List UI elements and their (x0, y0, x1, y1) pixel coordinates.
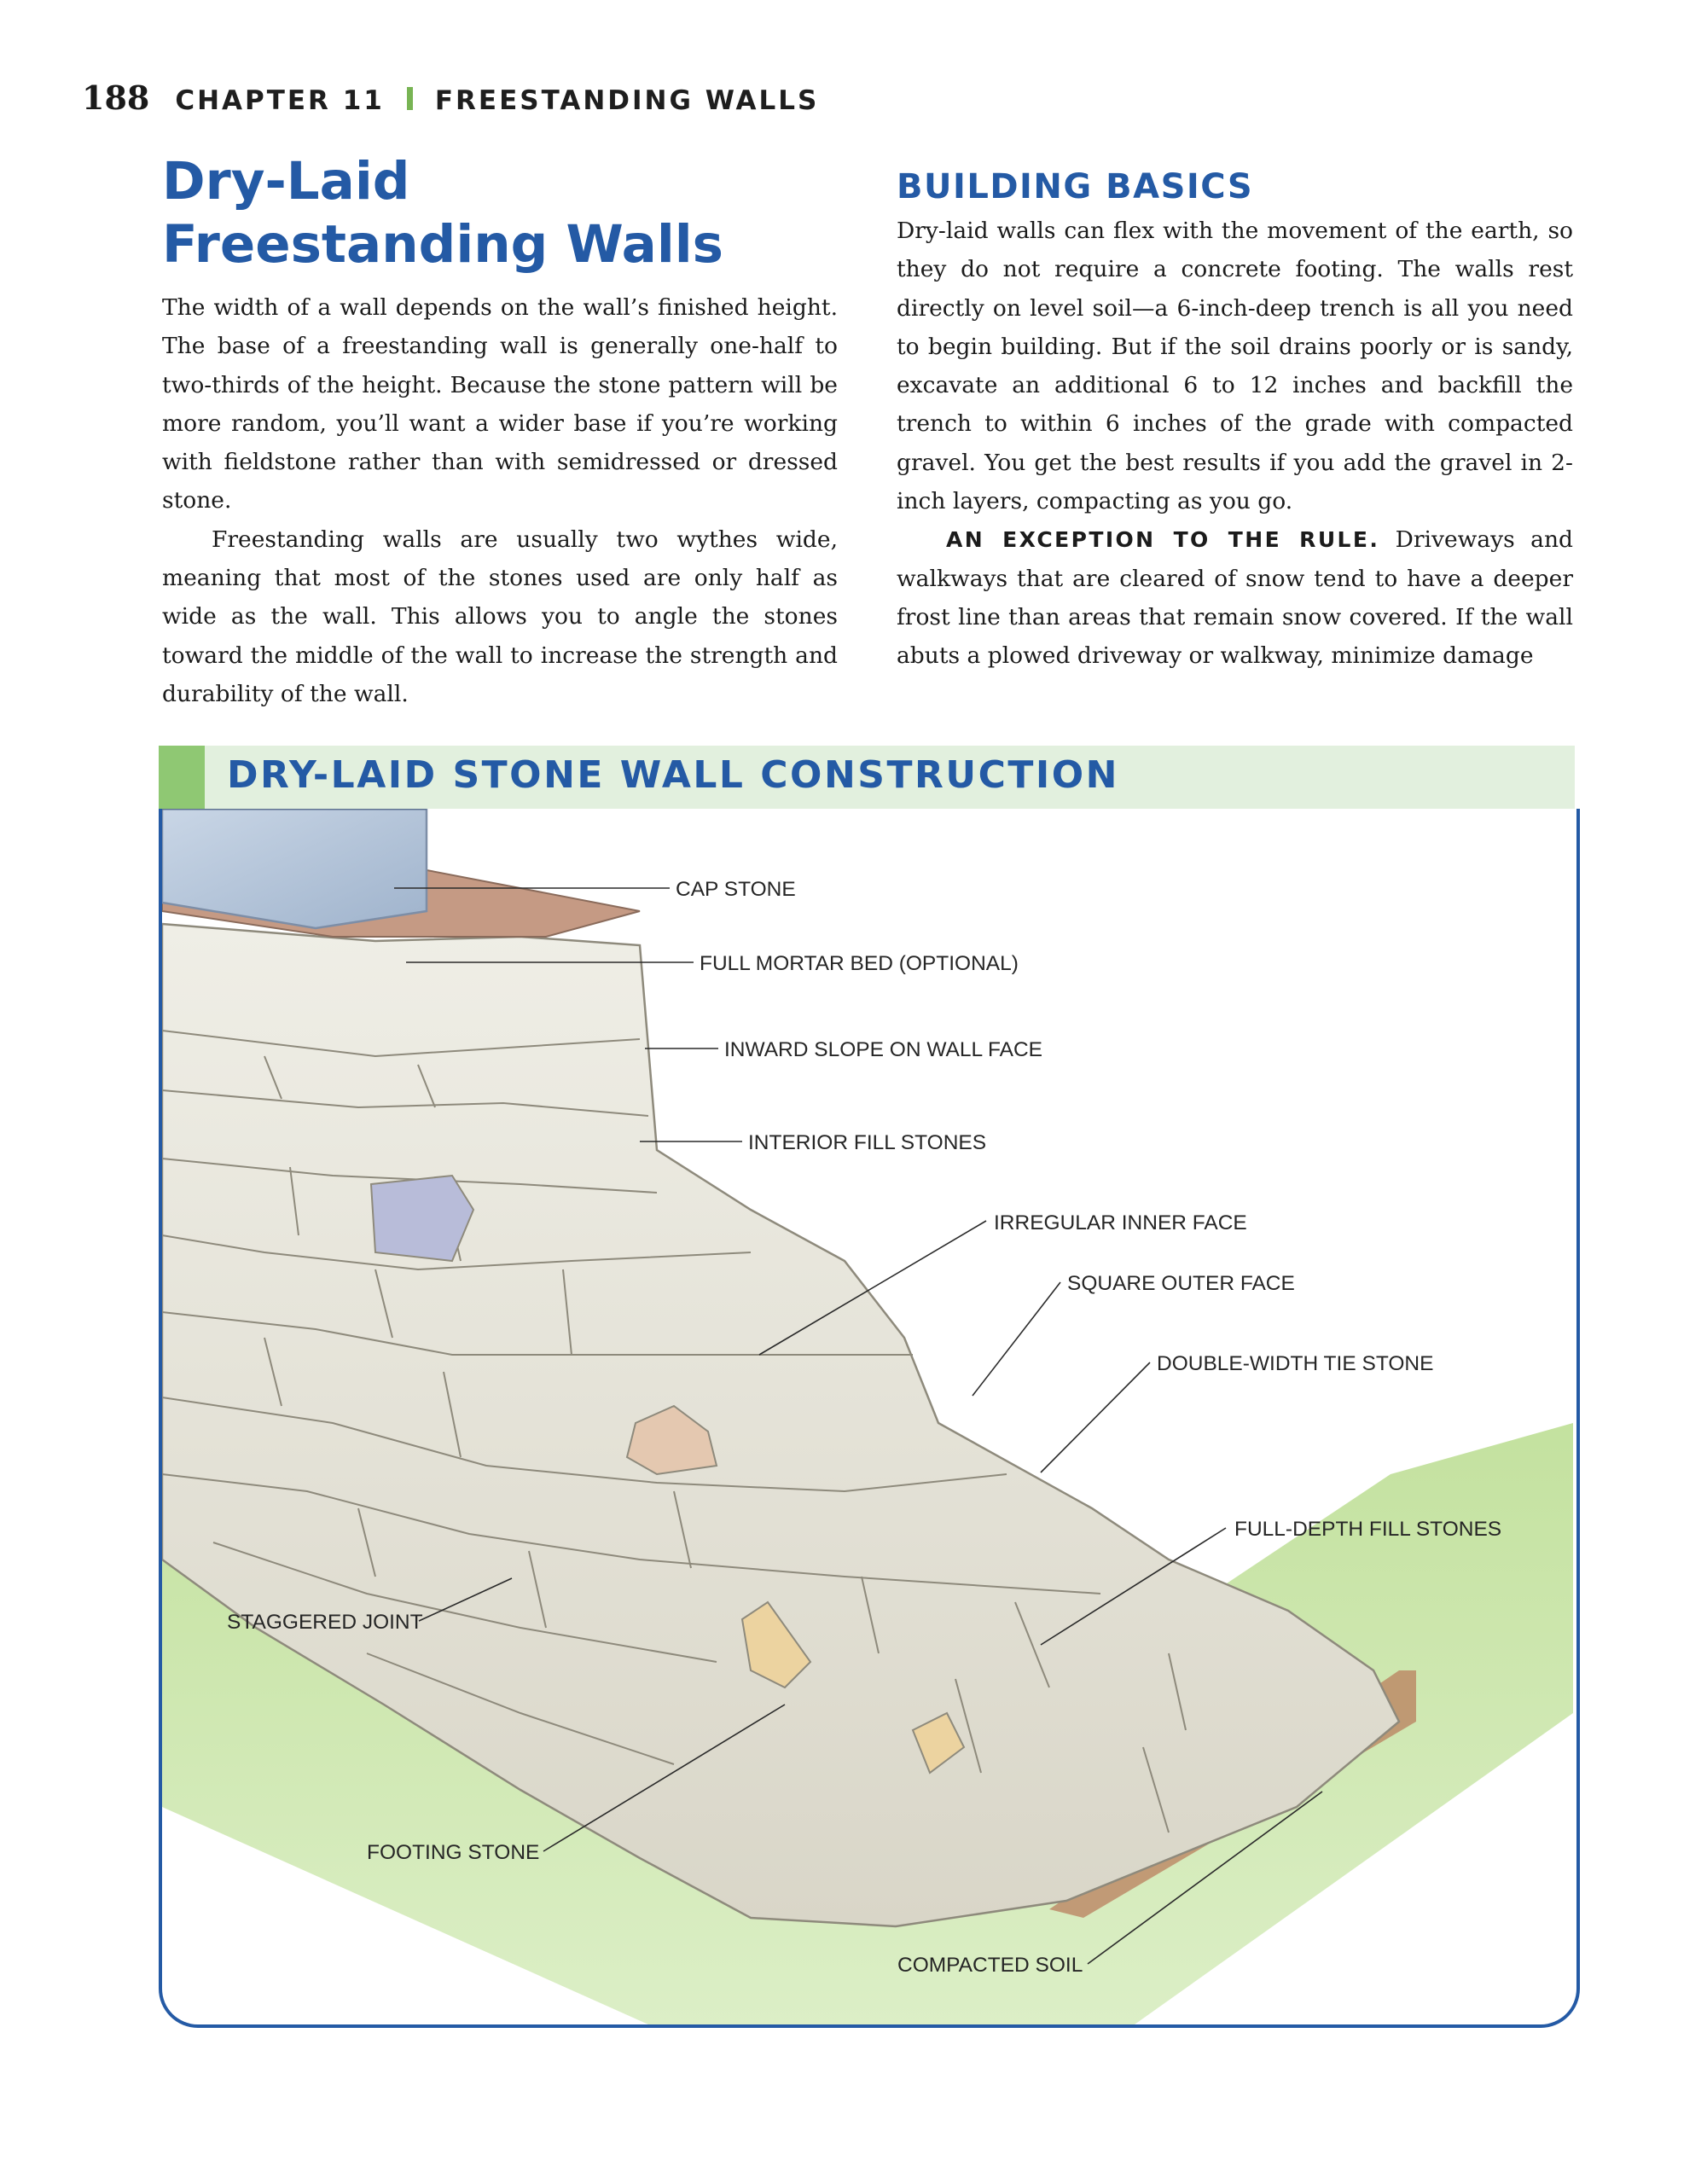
label-irregular-face: IRREGULAR INNER FACE (994, 1211, 1247, 1234)
figure-title: DRY-LAID STONE WALL CONSTRUCTION (227, 753, 1120, 797)
section-label: FREESTANDING WALLS (434, 85, 820, 116)
label-tie-stone: DOUBLE-WIDTH TIE STONE (1157, 1352, 1434, 1375)
left-column (162, 288, 838, 713)
label-cap-stone: CAP STONE (676, 878, 796, 901)
label-compacted-soil: COMPACTED SOIL (897, 1954, 1083, 1977)
label-staggered-joint: STAGGERED JOINT (227, 1611, 423, 1634)
label-inward-slope: INWARD SLOPE ON WALL FACE (724, 1038, 1043, 1061)
body-paragraph: The width of a wall depends on the wall’s finished height. The base of a freestanding wall is generally one-half to two-thirds of the height. Because the stone pattern will be more random, you’ll want a wider base if you’re working with fieldstone rather than with semidressed or dressed stone. (162, 294, 838, 514)
label-full-depth-fill: FULL-DEPTH FILL STONES (1234, 1518, 1502, 1541)
label-footing-stone: FOOTING STONE (367, 1841, 540, 1864)
page-title (162, 150, 827, 276)
page-title-line-2: Freestanding Walls (162, 214, 723, 275)
exception-paragraph (897, 520, 1573, 675)
label-interior-fill: INTERIOR FILL STONES (748, 1131, 987, 1154)
chapter-label: CHAPTER 11 (175, 85, 385, 116)
exception-text: Driveways and walkways that are cleared of snow tend to have a deeper frost line than areas that remain snow covered. If the wall abuts a plowed driveway or walkway, minimize damage (897, 526, 1573, 670)
cap-stone (162, 809, 427, 928)
body-paragraph: Dry-laid walls can flex with the movement of the earth, so they do not require a concrete footing. The walls rest directly on level soil—a 6-inch-deep trench is all you need to begin building. But if the soil drains poorly or is sandy, excavate an additional 6 to 12 inches and backfill the trench to within 6 inches of the grade with compacted gravel. You get the best results if you add the gravel in 2-inch layers, compacting as you go. (897, 218, 1573, 515)
blue-stone (371, 1176, 473, 1261)
section-heading: BUILDING BASICS (897, 167, 1254, 206)
page-number: 188 (82, 78, 150, 117)
label-square-face: SQUARE OUTER FACE (1067, 1272, 1295, 1295)
run-in-heading: AN EXCEPTION TO THE RULE. (946, 527, 1380, 553)
label-mortar-bed: FULL MORTAR BED (OPTIONAL) (700, 952, 1019, 975)
page-title-line-1: Dry-Laid (162, 151, 410, 212)
running-head (82, 78, 819, 121)
body-paragraph: Freestanding walls are usually two wythes wide, meaning that most of the stones used are only half as wide as the wall. This allows you to angle the stones toward the middle of the wall to increase the strength and durability of the wall. (162, 526, 838, 707)
running-head-divider (407, 87, 413, 110)
right-column (897, 212, 1573, 676)
figure-title-tab (159, 746, 205, 809)
stone-wall-illustration (162, 809, 1573, 2024)
